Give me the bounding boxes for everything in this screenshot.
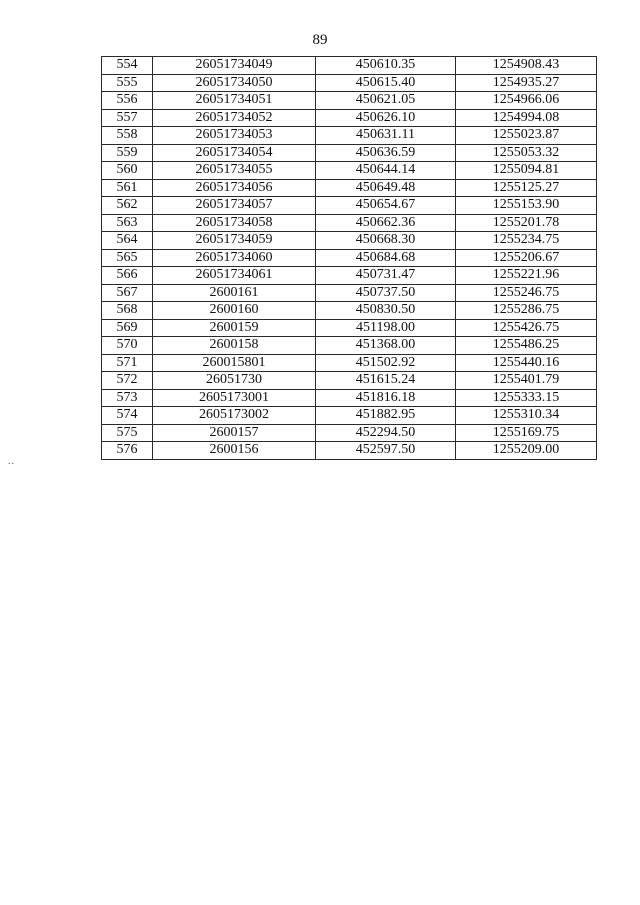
x-coordinate-cell: 450610.35	[316, 57, 456, 75]
point-id-cell: 2600157	[153, 424, 316, 442]
margin-mark: ..	[8, 456, 15, 467]
point-id-cell: 26051734056	[153, 179, 316, 197]
table-row	[102, 57, 597, 75]
y-coordinate-cell: 1255153.90	[456, 197, 597, 215]
table-row	[102, 389, 597, 407]
page-number: 89	[312, 32, 328, 48]
row-number-cell: 571	[102, 354, 153, 372]
row-number-cell: 574	[102, 407, 153, 425]
x-coordinate-cell: 450684.68	[316, 249, 456, 267]
row-number-cell: 576	[102, 442, 153, 460]
table-row	[102, 319, 597, 337]
y-coordinate-cell: 1255169.75	[456, 424, 597, 442]
x-coordinate-cell: 450654.67	[316, 197, 456, 215]
point-id-cell: 26051734053	[153, 127, 316, 145]
table-row	[102, 407, 597, 425]
table-row	[102, 144, 597, 162]
x-coordinate-cell: 450668.30	[316, 232, 456, 250]
row-number-cell: 558	[102, 127, 153, 145]
table-row	[102, 372, 597, 390]
table-row	[102, 92, 597, 110]
point-id-cell: 26051730	[153, 372, 316, 390]
row-number-cell: 566	[102, 267, 153, 285]
row-number-cell: 572	[102, 372, 153, 390]
y-coordinate-cell: 1255234.75	[456, 232, 597, 250]
table-row	[102, 127, 597, 145]
y-coordinate-cell: 1255206.67	[456, 249, 597, 267]
y-coordinate-cell: 1255310.34	[456, 407, 597, 425]
point-id-cell: 2600158	[153, 337, 316, 355]
y-coordinate-cell: 1254935.27	[456, 74, 597, 92]
coordinates-table	[101, 56, 597, 460]
x-coordinate-cell: 451502.92	[316, 354, 456, 372]
point-id-cell: 26051734058	[153, 214, 316, 232]
y-coordinate-cell: 1255486.25	[456, 337, 597, 355]
table-row	[102, 162, 597, 180]
x-coordinate-cell: 451816.18	[316, 389, 456, 407]
point-id-cell: 26051734057	[153, 197, 316, 215]
x-coordinate-cell: 450644.14	[316, 162, 456, 180]
point-id-cell: 26051734054	[153, 144, 316, 162]
table-row	[102, 179, 597, 197]
x-coordinate-cell: 450731.47	[316, 267, 456, 285]
table-row	[102, 249, 597, 267]
point-id-cell: 26051734050	[153, 74, 316, 92]
table-row	[102, 109, 597, 127]
point-id-cell: 26051734059	[153, 232, 316, 250]
point-id-cell: 26051734049	[153, 57, 316, 75]
point-id-cell: 2605173002	[153, 407, 316, 425]
row-number-cell: 569	[102, 319, 153, 337]
point-id-cell: 2600159	[153, 319, 316, 337]
x-coordinate-cell: 451882.95	[316, 407, 456, 425]
point-id-cell: 2600156	[153, 442, 316, 460]
row-number-cell: 560	[102, 162, 153, 180]
y-coordinate-cell: 1254994.08	[456, 109, 597, 127]
point-id-cell: 26051734055	[153, 162, 316, 180]
point-id-cell: 26051734061	[153, 267, 316, 285]
x-coordinate-cell: 452294.50	[316, 424, 456, 442]
x-coordinate-cell: 450830.50	[316, 302, 456, 320]
row-number-cell: 563	[102, 214, 153, 232]
x-coordinate-cell: 451368.00	[316, 337, 456, 355]
row-number-cell: 568	[102, 302, 153, 320]
row-number-cell: 559	[102, 144, 153, 162]
x-coordinate-cell: 451615.24	[316, 372, 456, 390]
row-number-cell: 562	[102, 197, 153, 215]
y-coordinate-cell: 1255333.15	[456, 389, 597, 407]
table-row	[102, 267, 597, 285]
table-row	[102, 442, 597, 460]
table-row	[102, 354, 597, 372]
y-coordinate-cell: 1255201.78	[456, 214, 597, 232]
x-coordinate-cell: 450636.59	[316, 144, 456, 162]
y-coordinate-cell: 1255209.00	[456, 442, 597, 460]
table-row	[102, 214, 597, 232]
point-id-cell: 2600160	[153, 302, 316, 320]
y-coordinate-cell: 1255094.81	[456, 162, 597, 180]
y-coordinate-cell: 1255125.27	[456, 179, 597, 197]
row-number-cell: 556	[102, 92, 153, 110]
row-number-cell: 570	[102, 337, 153, 355]
x-coordinate-cell: 450621.05	[316, 92, 456, 110]
y-coordinate-cell: 1255440.16	[456, 354, 597, 372]
row-number-cell: 567	[102, 284, 153, 302]
x-coordinate-cell: 450737.50	[316, 284, 456, 302]
row-number-cell: 575	[102, 424, 153, 442]
y-coordinate-cell: 1255023.87	[456, 127, 597, 145]
table-row	[102, 337, 597, 355]
y-coordinate-cell: 1255246.75	[456, 284, 597, 302]
row-number-cell: 573	[102, 389, 153, 407]
y-coordinate-cell: 1255426.75	[456, 319, 597, 337]
x-coordinate-cell: 450615.40	[316, 74, 456, 92]
point-id-cell: 260015801	[153, 354, 316, 372]
row-number-cell: 555	[102, 74, 153, 92]
y-coordinate-cell: 1255221.96	[456, 267, 597, 285]
row-number-cell: 561	[102, 179, 153, 197]
table-row	[102, 74, 597, 92]
y-coordinate-cell: 1255053.32	[456, 144, 597, 162]
x-coordinate-cell: 452597.50	[316, 442, 456, 460]
table-row	[102, 284, 597, 302]
table-row	[102, 302, 597, 320]
x-coordinate-cell: 450662.36	[316, 214, 456, 232]
row-number-cell: 565	[102, 249, 153, 267]
x-coordinate-cell: 450649.48	[316, 179, 456, 197]
y-coordinate-cell: 1254908.43	[456, 57, 597, 75]
point-id-cell: 26051734052	[153, 109, 316, 127]
table-row	[102, 197, 597, 215]
point-id-cell: 2600161	[153, 284, 316, 302]
y-coordinate-cell: 1255286.75	[456, 302, 597, 320]
point-id-cell: 2605173001	[153, 389, 316, 407]
table-row	[102, 232, 597, 250]
row-number-cell: 554	[102, 57, 153, 75]
x-coordinate-cell: 450631.11	[316, 127, 456, 145]
table-row	[102, 424, 597, 442]
table-body	[102, 57, 597, 460]
row-number-cell: 557	[102, 109, 153, 127]
point-id-cell: 26051734060	[153, 249, 316, 267]
x-coordinate-cell: 451198.00	[316, 319, 456, 337]
y-coordinate-cell: 1254966.06	[456, 92, 597, 110]
x-coordinate-cell: 450626.10	[316, 109, 456, 127]
y-coordinate-cell: 1255401.79	[456, 372, 597, 390]
point-id-cell: 26051734051	[153, 92, 316, 110]
row-number-cell: 564	[102, 232, 153, 250]
